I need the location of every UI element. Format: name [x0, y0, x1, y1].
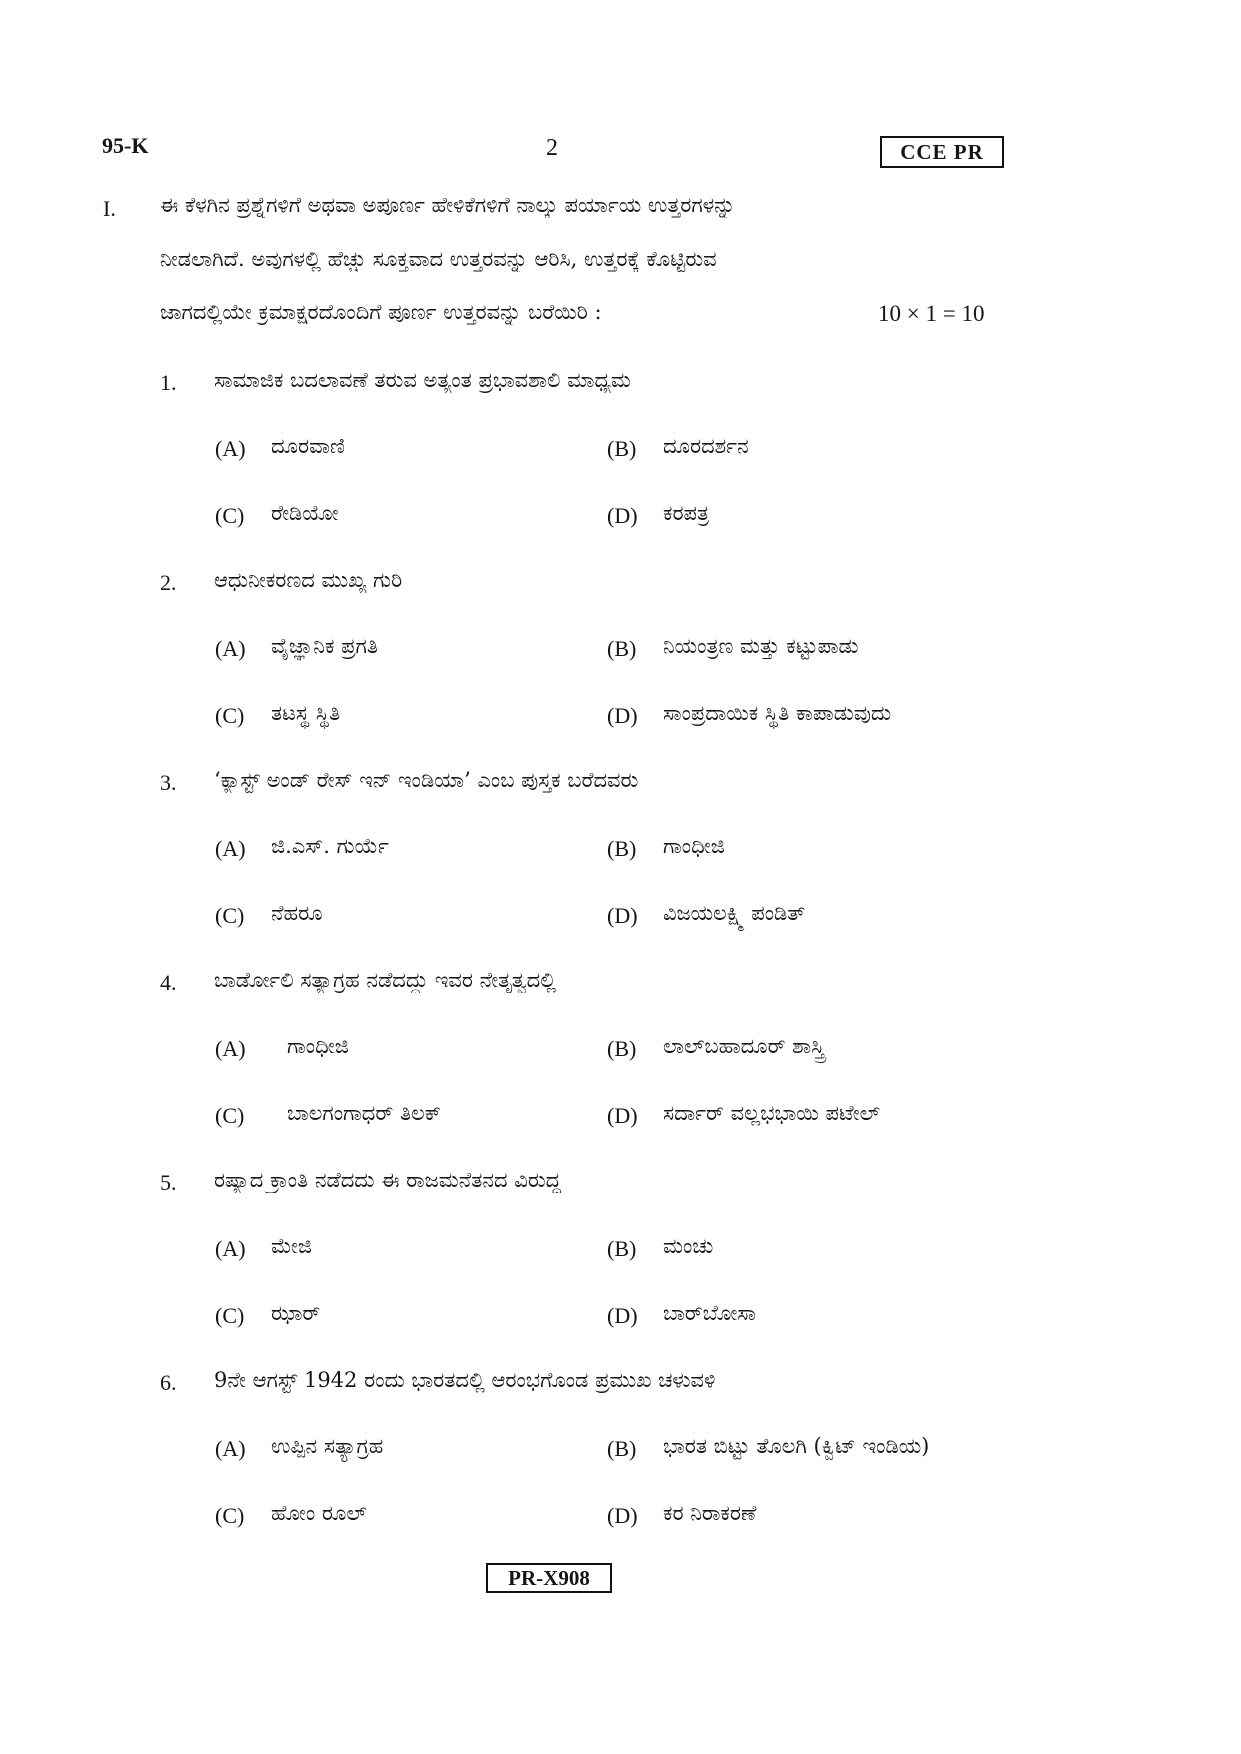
option-label: (B): [607, 1436, 637, 1461]
option-text: ನೆಹರೂ: [271, 901, 323, 925]
question-text: ‘ಕ್ಯಾಸ್ಟ್ ಅಂಡ್ ರೇಸ್ ಇನ್ ಇಂಡಿಯಾ’ ಎಂಬ ಪುಸ್ತಕ ಬರೆದವರು: [214, 768, 639, 792]
option-text: ನಿಯಂತ್ರಣ ಮತ್ತು ಕಟ್ಟುಪಾಡು: [663, 634, 859, 658]
option-label: (D): [607, 1503, 638, 1528]
option-label: (B): [607, 436, 637, 461]
question-number: 6.: [160, 1370, 177, 1395]
question-text: ಬಾರ್ಡೋಲಿ ಸತ್ಯಾಗ್ರಹ ನಡೆದದ್ದು ಇವರ ನೇತೃತ್ವದಲ್ಲಿ: [214, 968, 557, 992]
option-text: ಮಂಚು: [663, 1234, 714, 1258]
question-text: ಸಾಮಾಜಿಕ ಬದಲಾವಣೆ ತರುವ ಅತ್ಯಂತ ಪ್ರಭಾವಶಾಲಿ ಮಾಧ್ಯಮ: [214, 368, 631, 392]
option-text: ಸಾಂಪ್ರದಾಯಿಕ ಸ್ಥಿತಿ ಕಾಪಾಡುವುದು: [663, 701, 892, 725]
series-box: CCE PR: [880, 136, 1004, 168]
option-text: ಬಾಲಗಂಗಾಧರ್ ತಿಲಕ್: [287, 1101, 441, 1125]
option-text: ಲಾಲ್‌ಬಹಾದೂರ್ ಶಾಸ್ತ್ರಿ: [663, 1034, 825, 1058]
paper-code: 95-K: [102, 133, 149, 158]
option-text: ಜಿ.ಎಸ್. ಗುರ್ಯೆ: [271, 834, 389, 858]
option-text: ಕರ ನಿರಾಕರಣೆ: [663, 1501, 757, 1525]
option-label: (C): [215, 1103, 245, 1128]
option-label: (D): [607, 503, 638, 528]
option-label: (B): [607, 636, 637, 661]
question-number: 2.: [160, 570, 177, 595]
question-number: 3.: [160, 770, 177, 795]
option-label: (B): [607, 836, 637, 861]
question-text: 9ನೇ ಆಗಸ್ಟ್ 1942 ರಂದು ಭಾರತದಲ್ಲಿ ಆರಂಭಗೊಂಡ ಪ್ರಮುಖ ಚಳುವಳಿ: [214, 1368, 716, 1392]
instruction-line: ನೀಡಲಾಗಿದೆ. ಅವುಗಳಲ್ಲಿ ಹೆಚ್ಚು ಸೂಕ್ತವಾದ ಉತ್ತರವನ್ನು ಆರಿಸಿ, ಉತ್ತರಕ್ಕೆ ಕೊಟ್ಟಿರುವ: [160, 247, 717, 271]
option-label: (C): [215, 703, 245, 728]
option-label: (A): [215, 1036, 246, 1061]
option-text: ಝಾರ್: [271, 1301, 321, 1325]
option-text: ತಟಸ್ಥ ಸ್ಥಿತಿ: [271, 701, 341, 725]
option-label: (A): [215, 1436, 246, 1461]
question-number: 5.: [160, 1170, 177, 1195]
option-text: ಸರ್ದಾರ್ ವಲ್ಲಭಭಾಯಿ ಪಟೇಲ್: [663, 1101, 881, 1125]
option-label: (C): [215, 1503, 245, 1528]
option-label: (C): [215, 1303, 245, 1328]
option-label: (A): [215, 436, 246, 461]
option-label: (C): [215, 903, 245, 928]
option-label: (A): [215, 836, 246, 861]
option-text: ಉಪ್ಪಿನ ಸತ್ಯಾಗ್ರಹ: [271, 1434, 384, 1458]
question-text: ರಷ್ಯಾದ ಕ್ರಾಂತಿ ನಡೆದದು ಈ ರಾಜಮನೆತನದ ವಿರುದ್ಧ: [214, 1168, 561, 1192]
option-label: (D): [607, 1103, 638, 1128]
marks-allocation: 10 × 1 = 10: [878, 301, 985, 326]
option-text: ಭಾರತ ಬಿಟ್ಟು ತೊಲಗಿ (ಕ್ವಿಟ್ ಇಂಡಿಯ): [663, 1434, 930, 1458]
question-number: 1.: [160, 370, 177, 395]
option-text: ಕರಪತ್ರ: [663, 501, 710, 525]
option-text: ವೈಜ್ಞಾನಿಕ ಪ್ರಗತಿ: [271, 634, 378, 658]
option-label: (D): [607, 903, 638, 928]
option-label: (D): [607, 703, 638, 728]
question-item: [0, 1370, 1241, 1640]
option-text: ಬಾರ್‌ಬೋಸಾ: [663, 1301, 756, 1325]
option-label: (B): [607, 1036, 637, 1061]
footer-code-box: PR-X908: [486, 1563, 612, 1593]
question-number: 4.: [160, 970, 177, 995]
option-text: ದೂರವಾಣಿ: [271, 434, 345, 458]
option-label: (D): [607, 1303, 638, 1328]
option-label: (A): [215, 1236, 246, 1261]
option-label: (B): [607, 1236, 637, 1261]
option-text: ಹೋಂ ರೂಲ್: [271, 1501, 367, 1525]
page-number: 2: [546, 135, 558, 161]
option-text: ಗಾಂಧೀಜಿ: [663, 834, 725, 858]
option-text: ವಿಜಯಲಕ್ಷ್ಮಿ ಪಂಡಿತ್: [663, 901, 806, 925]
option-text: ಮೇಜಿ: [271, 1234, 312, 1258]
option-label: (C): [215, 503, 245, 528]
section-number: I.: [103, 196, 116, 221]
option-text: ದೂರದರ್ಶನ: [663, 434, 749, 458]
question-text: ಆಧುನೀಕರಣದ ಮುಖ್ಯ ಗುರಿ: [214, 568, 403, 592]
instruction-line: ಜಾಗದಲ್ಲಿಯೇ ಕ್ರಮಾಕ್ಷರದೊಂದಿಗೆ ಪೂರ್ಣ ಉತ್ತರವನ್ನು ಬರೆಯಿರಿ :: [160, 300, 602, 324]
option-label: (A): [215, 636, 246, 661]
option-text: ರೇಡಿಯೋ: [271, 501, 339, 525]
option-text: ಗಾಂಧೀಜಿ: [287, 1034, 349, 1058]
instruction-line: ಈ ಕೆಳಗಿನ ಪ್ರಶ್ನೆಗಳಿಗೆ ಅಥವಾ ಅಪೂರ್ಣ ಹೇಳಿಕೆಗಳಿಗೆ ನಾಲ್ಕು ಪರ್ಯಾಯ ಉತ್ತರಗಳನ್ನು: [160, 193, 736, 217]
